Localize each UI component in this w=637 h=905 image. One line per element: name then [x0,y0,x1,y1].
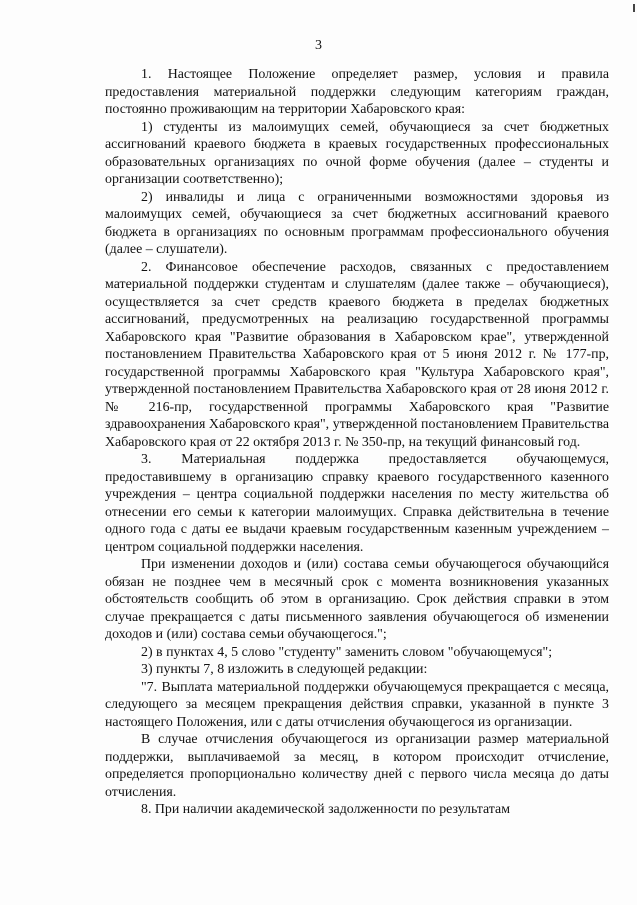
scan-mark [633,4,635,12]
document-body [105,66,609,819]
paragraph-3-continuation: При изменении доходов и (или) состава семьи обучающегося обучающийся обязан не позднее чем в месячный срок с момента возникновения указанных обстоятельств сообщить об этом в организацию. Срок действия справки в этом случае прекращается с даты письменного заявления обучающегося об изменении доходов и (или) состава семьи обучающегося."; [105,557,609,642]
paragraph-7: "7. Выплата материальной поддержки обучающемуся прекращается с месяца, следующего за месяцем прекращения действия справки, указанной в пункте 3 настоящего Положения, или с даты отчисления обучающегося из организации. [105,679,609,730]
amendment-3: 3) пункты 7, 8 изложить в следующей редакции: [141,662,428,677]
paragraph-7-continuation: В случае отчисления обучающегося из организации размер материальной поддержки, выплачиваемой за месяц, в котором происходит отчисление, определяется пропорционально количеству дней с первого числа месяца до даты отчисления. [105,732,609,800]
paragraph-3: 3. Материальная поддержка предоставляется обучающемуся, предоставившему в организацию справку краевого государственного казенного учреждения – центра социальной поддержки населения по месту жительства об отнесении его семьи к категории малоимущих. Справка действительна в течение одного года с даты ее выдачи краевым государственным казенным учреждением – центром социальной поддержки населения. [105,452,609,555]
paragraph-8: 8. При наличии академической задолженности по результатам [141,802,511,817]
paragraph-1-item-1: 1) студенты из малоимущих семей, обучающиеся за счет бюджетных ассигнований краевого бюджета в краевых государственных профессиональных образовательных организациях по очной форме обучения (далее – студенты и организации соответственно); [105,119,609,187]
paragraph-2: 2. Финансовое обеспечение расходов, связанных с предоставлением материальной поддержки студентам и слушателям (далее также – обучающиеся), осуществляется за счет средств краевого бюджета в пределах бюджетных ассигнований, предусмотренных на реализацию государственной программы Хабаровского края "Развитие образования в Хабаровском крае", утвержденной постановлением Правительства Хабаровского края от 5 июня 2012 г. № 177-пр, государственной программы Хабаровского края "Культура Хабаровского края", утвержденной постановлением Правительства Хабаровского края от 28 июня 2012 г. № 216-пр, государственной программы Хабаровского края "Развитие здравоохранения Хабаровского края", утвержденной постановлением Правительства Хабаровского края от 22 октября 2013 г. № 350-пр, на текущий финансовый год. [105,259,609,450]
paragraph-1: 1. Настоящее Положение определяет размер, условия и правила предоставления материальной поддержки следующим категориям граждан, постоянно проживающим на территории Хабаровского края: [105,67,609,117]
amendment-2: 2) в пунктах 4, 5 слово "студенту" заменить словом "обучающемуся"; [141,644,553,660]
paragraph-1-item-2: 2) инвалиды и лица с ограниченными возможностями здоровья из малоимущих семей, обучающиеся за счет бюджетных ассигнований краевого бюджета в организациях по основным программам профессионального обучения (далее – слушатели). [105,189,609,257]
page-number: 3 [315,38,322,53]
